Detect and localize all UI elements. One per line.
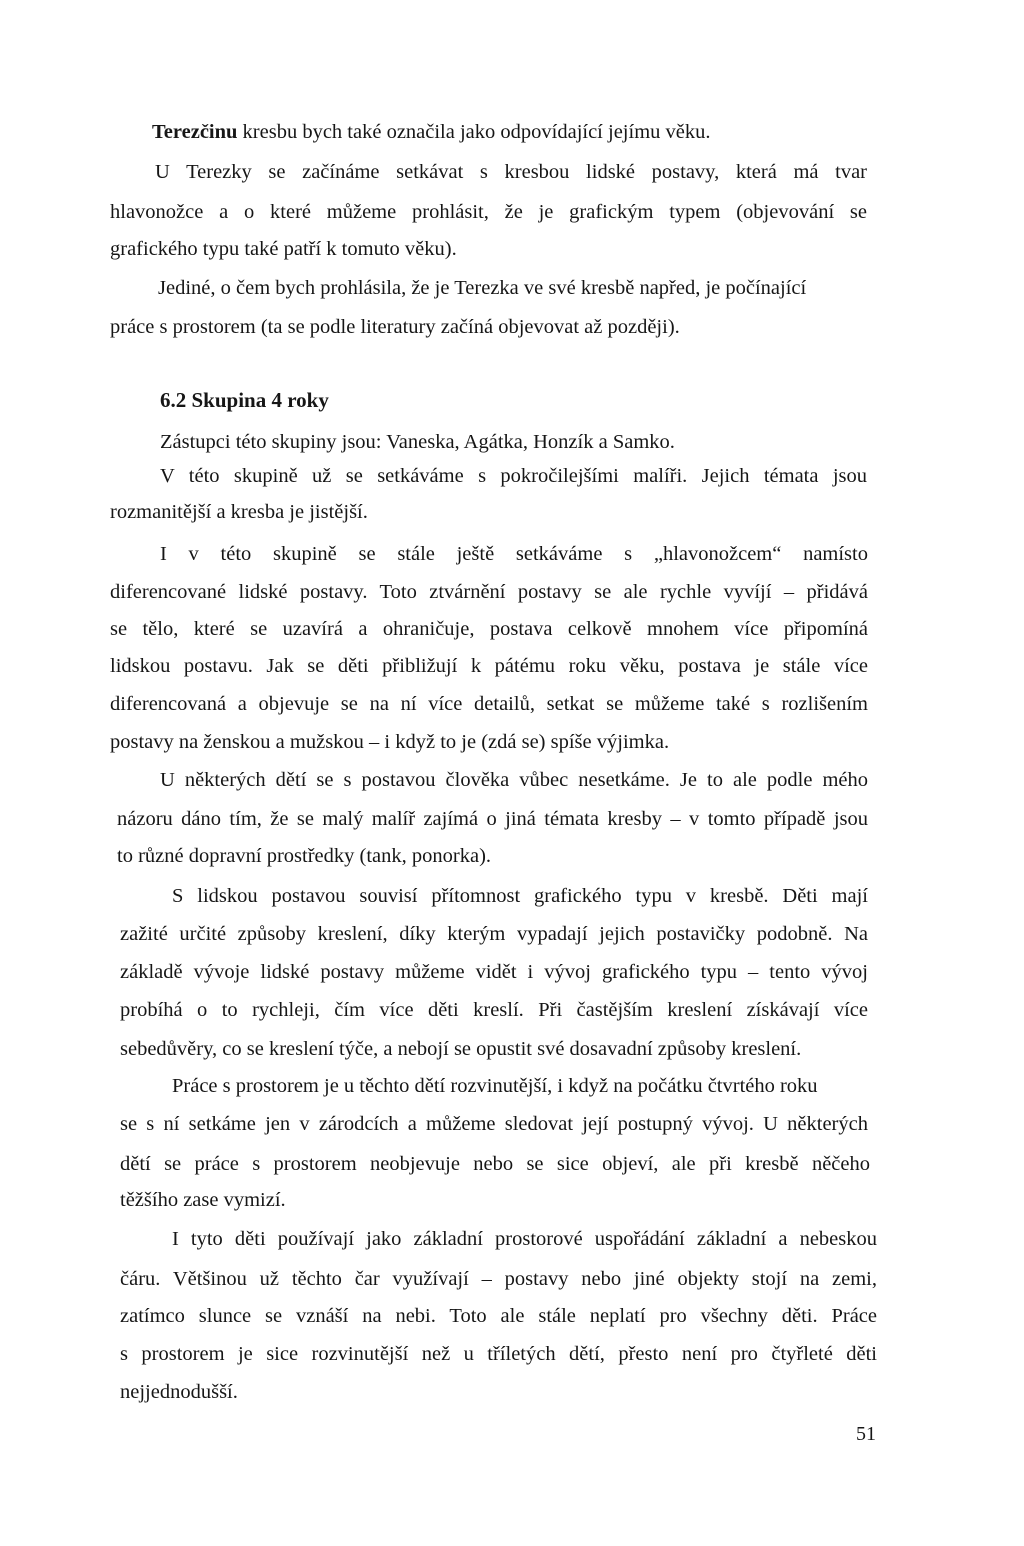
- paragraph-line: diferencované lidské postavy. Toto ztvárnění postavy se ale rychle vyvíjí – přidává: [110, 581, 868, 603]
- bold-name: Terezčinu: [152, 121, 238, 143]
- paragraph-line: rozmanitější a kresba je jistější.: [110, 501, 368, 523]
- paragraph-line: s prostorem je sice rozvinutější než u tříletých dětí, přesto není pro čtyřleté děti: [120, 1343, 877, 1365]
- paragraph-line: základě vývoje lidské postavy můžeme vidět i vývoj grafického typu – tento vývoj: [120, 961, 868, 983]
- paragraph-line: V této skupině už se setkáváme s pokročilejšími malíři. Jejich témata jsou: [160, 465, 867, 487]
- line-text: kresbu bych také označila jako odpovídající jejímu věku.: [237, 121, 711, 143]
- paragraph-line: grafického typu také patří k tomuto věku).: [110, 238, 457, 260]
- paragraph-line: nejjednodušší.: [120, 1381, 238, 1403]
- paragraph-line: sebedůvěry, co se kreslení týče, a nebojí se opustit své dosavadní způsoby kreslení.: [120, 1038, 802, 1060]
- paragraph-line: lidskou postavu. Jak se děti přibližují k pátému roku věku, postava je stále více: [110, 655, 868, 677]
- paragraph-line: postavy na ženskou a mužskou – i když to je (zdá se) spíše výjimka.: [110, 731, 670, 753]
- paragraph-line: probíhá o to rychleji, čím více děti kreslí. Při častějším kreslení získávají více: [120, 999, 868, 1021]
- paragraph-line: I v této skupině se stále ještě setkáváme s „hlavonožcem“ namísto: [160, 543, 868, 565]
- page-number: 51: [856, 1423, 876, 1445]
- paragraph-line: U některých dětí se s postavou člověka vůbec nesetkáme. Je to ale podle mého: [160, 769, 868, 791]
- paragraph-line: S lidskou postavou souvisí přítomnost grafického typu v kresbě. Děti mají: [172, 885, 868, 907]
- paragraph-line: [152, 118, 710, 146]
- paragraph-line: se s ní setkáme jen v zárodcích a můžeme sledovat její postupný vývoj. U některých: [120, 1113, 868, 1135]
- paragraph-line: zatímco slunce se vznáší na nebi. Toto ale stále neplatí pro všechny děti. Práce: [120, 1305, 877, 1327]
- paragraph-line: Práce s prostorem je u těchto dětí rozvinutější, i když na počátku čtvrtého roku: [172, 1075, 818, 1097]
- paragraph-line: čáru. Většinou už těchto čar využívají – postavy nebo jiné objekty stojí na zemi,: [120, 1268, 877, 1290]
- paragraph-line: dětí se práce s prostorem neobjevuje nebo se sice objeví, ale při kresbě něčeho: [120, 1153, 870, 1175]
- paragraph-line: hlavonožce a o které můžeme prohlásit, že je grafickým typem (objevování se: [110, 201, 867, 223]
- paragraph-line: zažité určité způsoby kreslení, díky kterým vypadají jejich postavičky podobně. Na: [120, 923, 868, 945]
- paragraph-line: U Terezky se začínáme setkávat s kresbou lidské postavy, která má tvar: [155, 161, 867, 183]
- paragraph-line: těžšího zase vymizí.: [120, 1189, 286, 1211]
- section-heading: 6.2 Skupina 4 roky: [160, 388, 329, 412]
- paragraph-line: názoru dáno tím, že se malý malíř zajímá o jiná témata kresby – v tomto případě jsou: [117, 808, 868, 830]
- paragraph-line: práce s prostorem (ta se podle literatury začíná objevovat až později).: [110, 316, 680, 338]
- paragraph-line: to různé dopravní prostředky (tank, ponorka).: [117, 845, 492, 867]
- paragraph-line: diferencovaná a objevuje se na ní více detailů, setkat se můžeme také s rozlišením: [110, 693, 868, 715]
- paragraph-line: Jediné, o čem bych prohlásila, že je Terezka ve své kresbě napřed, je počínající: [158, 277, 807, 299]
- paragraph-line: Zástupci této skupiny jsou: Vaneska, Agátka, Honzík a Samko.: [160, 431, 675, 453]
- paragraph-line: se tělo, které se uzavírá a ohraničuje, postava celkově mnohem více připomíná: [110, 618, 868, 640]
- paragraph-line: I tyto děti používají jako základní prostorové uspořádání základní a nebeskou: [172, 1228, 877, 1250]
